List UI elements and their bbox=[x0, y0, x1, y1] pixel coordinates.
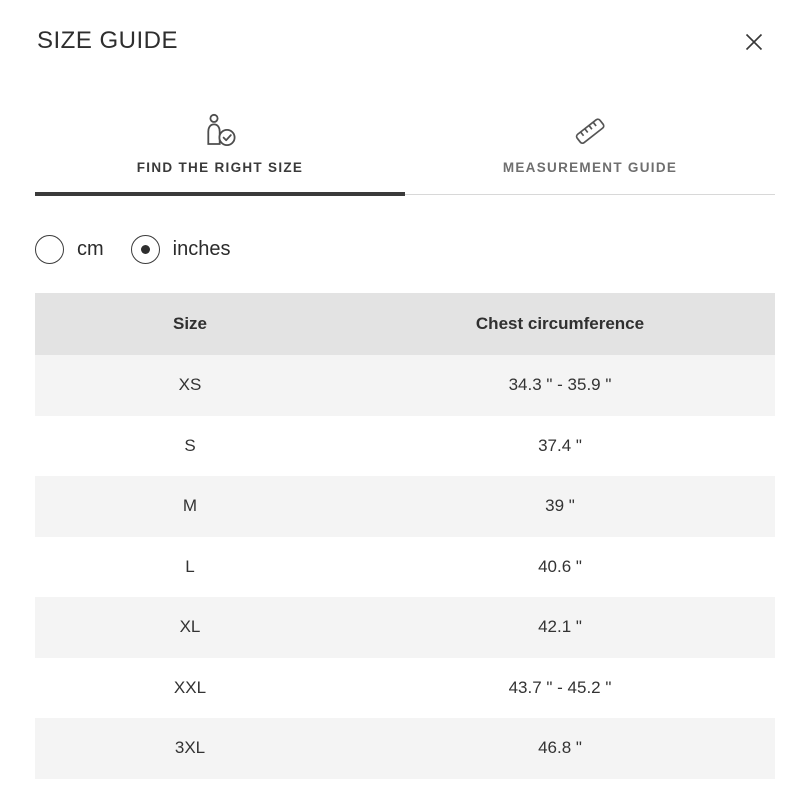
table-row bbox=[35, 476, 775, 537]
table-row bbox=[35, 718, 775, 779]
close-icon bbox=[743, 31, 765, 53]
active-tab-indicator bbox=[35, 192, 405, 196]
radio-icon-inches bbox=[131, 235, 160, 264]
chest-cell: 43.7 " - 45.2 " bbox=[508, 677, 612, 697]
tab-label: MEASUREMENT GUIDE bbox=[502, 160, 678, 175]
chest-cell: 42.1 " bbox=[538, 617, 582, 637]
chest-cell: 39 " bbox=[545, 496, 575, 516]
column-header-chest: Chest circumference bbox=[475, 314, 645, 333]
tab-label: FIND THE RIGHT SIZE bbox=[136, 160, 304, 175]
size-cell: S bbox=[184, 435, 196, 455]
tab-bar bbox=[35, 105, 775, 195]
size-cell: M bbox=[182, 496, 198, 516]
radio-label-cm: cm bbox=[77, 238, 104, 260]
person-check-icon bbox=[201, 112, 239, 150]
size-cell: 3XL bbox=[174, 738, 206, 758]
table-row bbox=[35, 355, 775, 416]
size-table bbox=[35, 293, 775, 779]
size-cell: XS bbox=[178, 375, 202, 395]
table-row bbox=[35, 597, 775, 658]
ruler-icon bbox=[569, 112, 611, 150]
radio-option-inches[interactable] bbox=[131, 235, 231, 264]
size-cell: XXL bbox=[173, 677, 207, 697]
chest-cell: 40.6 " bbox=[538, 556, 582, 576]
size-cell: XL bbox=[179, 617, 201, 637]
column-header-size: Size bbox=[172, 314, 208, 333]
chest-cell: 37.4 " bbox=[538, 435, 582, 455]
radio-label-inches: inches bbox=[172, 238, 231, 260]
table-header-row bbox=[35, 293, 775, 355]
table-row bbox=[35, 537, 775, 598]
radio-option-cm[interactable] bbox=[35, 235, 104, 264]
table-row bbox=[35, 416, 775, 477]
tab-find-the-right-size[interactable] bbox=[35, 105, 405, 194]
close-button[interactable] bbox=[741, 29, 767, 55]
table-row bbox=[35, 658, 775, 719]
chest-cell: 34.3 " - 35.9 " bbox=[508, 375, 612, 395]
chest-cell: 46.8 " bbox=[538, 738, 582, 758]
page-title: SIZE GUIDE bbox=[37, 27, 179, 54]
modal-header bbox=[0, 0, 810, 55]
size-cell: L bbox=[185, 556, 195, 576]
unit-selector bbox=[35, 235, 810, 264]
radio-icon-cm bbox=[35, 235, 64, 264]
tab-measurement-guide[interactable] bbox=[405, 105, 775, 194]
